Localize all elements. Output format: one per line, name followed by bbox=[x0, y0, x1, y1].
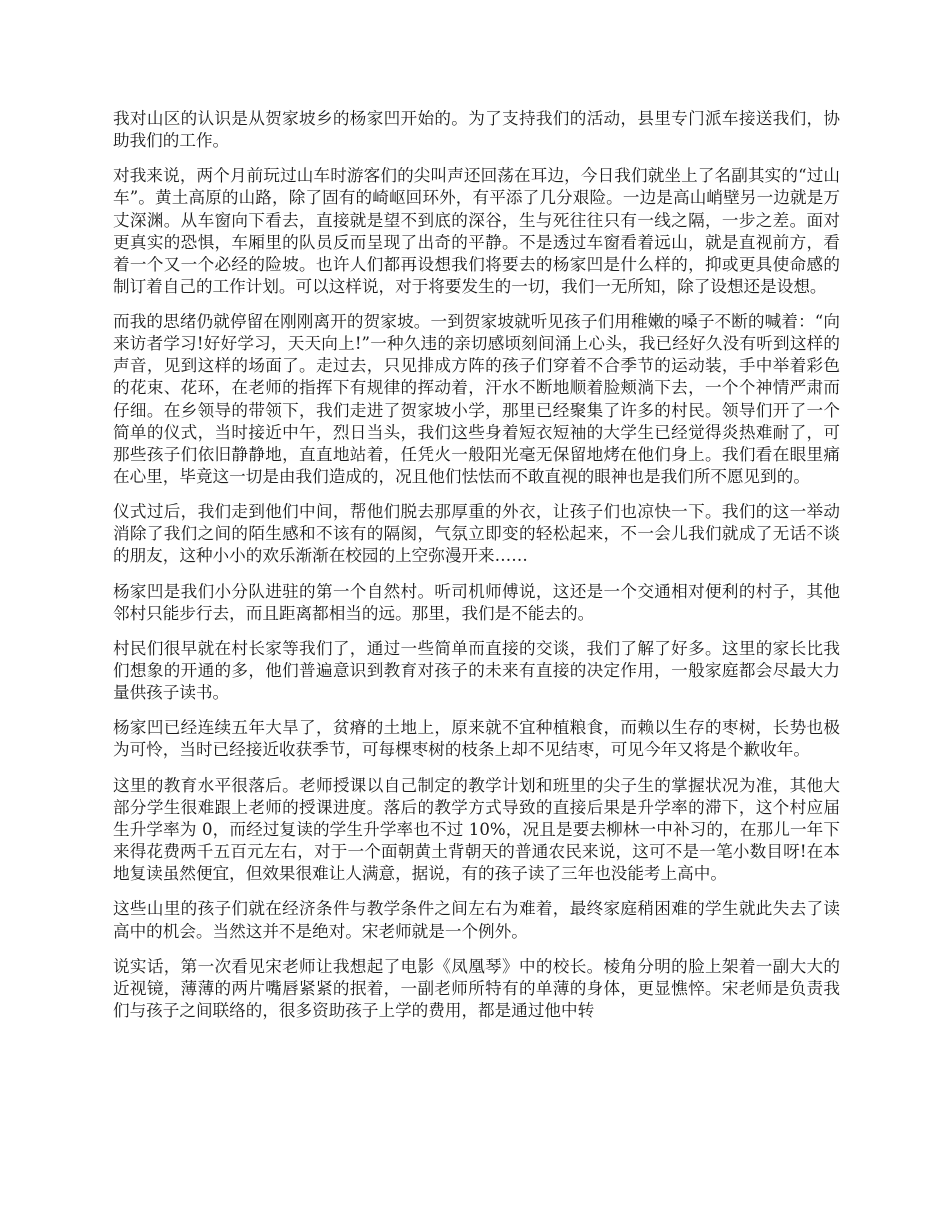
paragraph: 说实话，第一次看见宋老师让我想起了电影《凤凰琴》中的校长。棱角分明的脸上架着一副大大的近视镜，薄薄的两片嘴唇紧紧的抿着，一副老师所特有的单薄的身体，更显憔悴。宋老师是负责我们与孩子之间联络的，很多资助孩子上学的费用，都是通过他中转 bbox=[113, 956, 840, 1020]
paragraph: 这里的教育水平很落后。老师授课以自己制定的教学计划和班里的尖子生的掌握状况为准，其他大部分学生很难跟上老师的授课进度。落后的教学方式导致的直接后果是升学率的滞下，这个村应届生升学率为 0，而经过复读的学生升学率也不过 10%，况且是要去柳林一中补习的，在那儿一年下来得花费两千五百元左右，对于一个面朝黄土背朝天的普通农民来说，这可不是一笔小数目呀!在本地复读虽然便宜，但效果很难让人满意，据说，有的孩子读了三年也没能考上高中。 bbox=[113, 775, 840, 884]
paragraph: 这些山里的孩子们就在经济条件与教学条件之间左右为难着，最终家庭稍困难的学生就此失去了读高中的机会。当然这并不是绝对。宋老师就是一个例外。 bbox=[113, 899, 840, 941]
paragraph: 我对山区的认识是从贺家坡乡的杨家凹开始的。为了支持我们的活动，县里专门派车接送我们，协助我们的工作。 bbox=[113, 109, 840, 151]
paragraph: 仪式过后，我们走到他们中间，帮他们脱去那厚重的外衣，让孩子们也凉快一下。我们的这一举动消除了我们之间的陌生感和不该有的隔阂，气氛立即变的轻松起来，不一会儿我们就成了无话不谈的朋友，这种小小的欢乐渐渐在校园的上空弥漫开来…… bbox=[113, 502, 840, 566]
paragraph: 杨家凹是我们小分队进驻的第一个自然村。听司机师傅说，这还是一个交通相对便利的村子，其他邻村只能步行去，而且距离都相当的远。那里，我们是不能去的。 bbox=[113, 581, 840, 623]
paragraph: 对我来说，两个月前玩过山车时游客们的尖叫声还回荡在耳边，今日我们就坐上了名副其实的“过山车”。黄土高原的山路，除了固有的崎岖回环外，有平添了几分艰险。一边是高山峭壁另一边就是万丈深渊。从车窗向下看去，直接就是望不到底的深谷，生与死往往只有一线之隔，一步之差。面对更真实的恐惧，车厢里的队员反而呈现了出奇的平静。不是透过车窗看着远山，就是直视前方，看着一个又一个必经的险坡。也许人们都再设想我们将要去的杨家凹是什么样的，抑或更具使命感的制订着自己的工作计划。可以这样说，对于将要发生的一切，我们一无所知，除了设想还是设想。 bbox=[113, 166, 840, 296]
paragraph: 村民们很早就在村长家等我们了，通过一些简单而直接的交谈，我们了解了好多。这里的家长比我们想象的开通的多，他们普遍意识到教育对孩子的未来有直接的决定作用，一般家庭都会尽最大力量供孩子读书。 bbox=[113, 638, 840, 703]
paragraph: 而我的思绪仍就停留在刚刚离开的贺家坡。一到贺家坡就听见孩子们用稚嫩的嗓子不断的喊着：“向来访者学习!好好学习，天天向上!”一种久违的亲切感顷刻间涌上心头，我已经好久没有听到这样的声音，见到这样的场面了。走过去，只见排成方阵的孩子们穿着不合季节的运动装，手中举着彩色的花束、花环，在老师的指挥下有规律的挥动着，汗水不断地顺着脸颊淌下去，一个个神情严肃而仔细。在乡领导的带领下，我们走进了贺家坡小学，那里已经聚集了许多的村民。领导们开了一个简单的仪式，当时接近中午，烈日当头，我们这些身着短衣短袖的大学生已经觉得炎热难耐了，可那些孩子们依旧静静地，直直地站着，任凭火一般阳光毫无保留地烤在他们身上。我们看在眼里痛在心里，毕竟这一切是由我们造成的，况且他们怯怯而不敢直视的眼神也是我们所不愿见到的。 bbox=[113, 312, 840, 486]
paragraph: 杨家凹已经连续五年大旱了，贫瘠的土地上，原来就不宜种植粮食，而赖以生存的枣树，长势也极为可怜，当时已经接近收获季节，可每棵枣树的枝条上却不见结枣，可见今年又将是个歉收年。 bbox=[113, 718, 840, 760]
document-body bbox=[113, 108, 840, 1035]
